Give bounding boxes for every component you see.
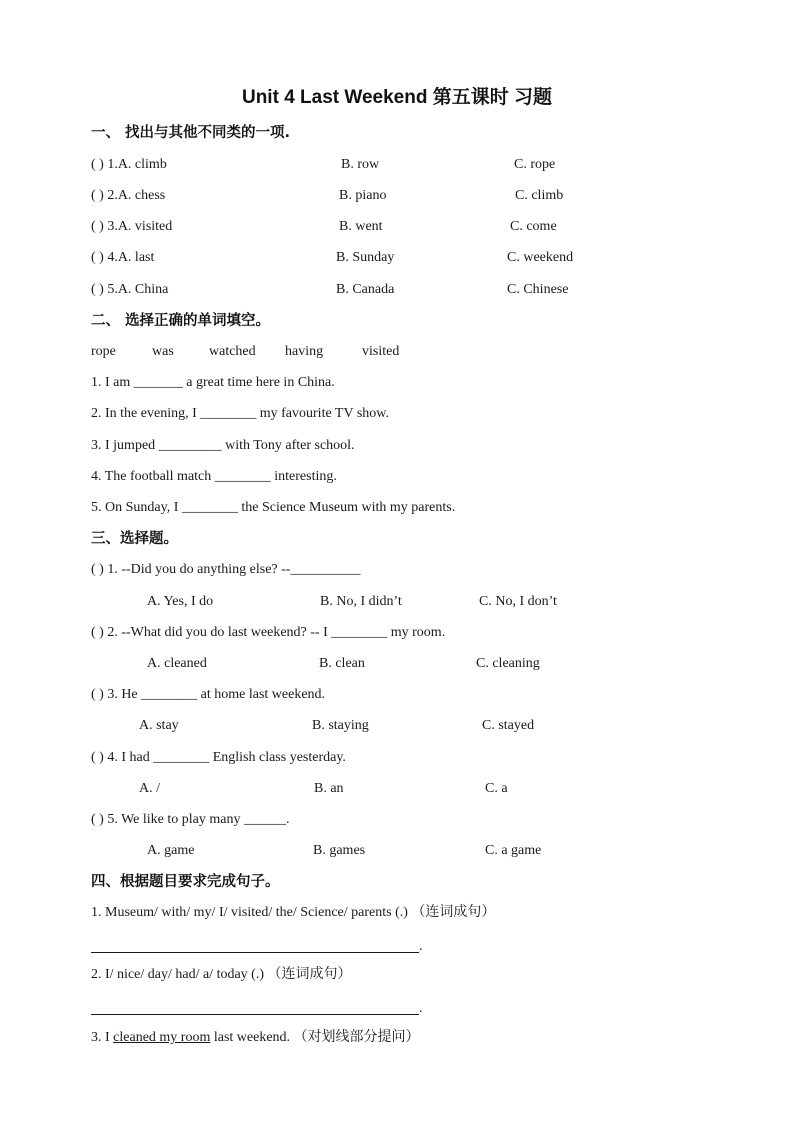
s3-q3-option-a: A. stay — [139, 718, 179, 733]
s1-q2-option-c: C. climb — [515, 188, 564, 203]
s4-question-1: 1. Museum/ with/ my/ I/ visited/ the/ Science/ parents (.) （连词成句） — [91, 905, 496, 920]
s3-q5-option-b: B. games — [313, 843, 366, 858]
s4-q3-underlined-phrase: cleaned my room — [113, 1030, 211, 1045]
answer-line-period: . — [419, 939, 423, 954]
s1-q1-option-a: ( ) 1.A. climb — [91, 157, 167, 172]
s4-q3-suffix: last weekend. （对划线部分提问） — [210, 1030, 420, 1045]
answer-line[interactable] — [91, 952, 419, 953]
s1-q3-option-a: ( ) 3.A. visited — [91, 219, 173, 234]
s1-q2-option-a: ( ) 2.A. chess — [91, 188, 166, 203]
s3-q1-option-c: C. No, I don’t — [479, 594, 557, 609]
s3-q2-option-c: C. cleaning — [476, 656, 540, 671]
answer-line-period: . — [419, 1001, 423, 1016]
section-3-heading: 三、选择题。 — [91, 531, 178, 547]
s1-q4-option-c: C. weekend — [507, 250, 574, 265]
s2-sentence-3: 3. I jumped _________ with Tony after school. — [91, 438, 355, 453]
s3-q1-option-b: B. No, I didn’t — [320, 594, 402, 609]
s2-sentence-5: 5. On Sunday, I ________ the Science Museum with my parents. — [91, 500, 456, 515]
s3-q2-option-b: B. clean — [319, 656, 365, 671]
section-1-heading: 一、 找出与其他不同类的一项. — [91, 125, 291, 141]
s3-q4-option-a: A. / — [139, 781, 160, 796]
s1-q2-option-b: B. piano — [339, 188, 387, 203]
s1-q5-option-c: C. Chinese — [507, 282, 569, 297]
s3-q1-stem: ( ) 1. --Did you do anything else? --__________ — [91, 562, 361, 577]
s1-q5-option-b: B. Canada — [336, 282, 395, 297]
s3-q4-option-b: B. an — [314, 781, 344, 796]
s4-question-2: 2. I/ nice/ day/ had/ a/ today (.) （连词成句） — [91, 967, 352, 982]
s1-q3-option-b: B. went — [339, 219, 383, 234]
word-bank-item: rope — [91, 344, 116, 359]
s3-q3-option-b: B. staying — [312, 718, 369, 733]
s1-q1-option-c: C. rope — [514, 157, 556, 172]
word-bank-item: was — [152, 344, 174, 359]
s2-sentence-4: 4. The football match ________ interesting. — [91, 469, 337, 484]
s3-q2-option-a: A. cleaned — [147, 656, 207, 671]
s1-q4-option-b: B. Sunday — [336, 250, 395, 265]
word-bank-item: having — [285, 344, 324, 359]
s1-q3-option-c: C. come — [510, 219, 557, 234]
s4-q3-prefix: 3. I — [91, 1030, 114, 1045]
s3-q3-option-c: C. stayed — [482, 718, 535, 733]
word-bank-item: visited — [362, 344, 400, 359]
s1-q1-option-b: B. row — [341, 157, 380, 172]
s3-q5-option-c: C. a game — [485, 843, 542, 858]
section-4-heading: 四、根据题目要求完成句子。 — [91, 874, 280, 890]
s3-q2-stem: ( ) 2. --What did you do last weekend? -- I ________ my room. — [91, 625, 446, 640]
s3-q4-stem: ( ) 4. I had ________ English class yesterday. — [91, 750, 346, 765]
s2-sentence-2: 2. In the evening, I ________ my favourite TV show. — [91, 406, 389, 421]
s1-q4-option-a: ( ) 4.A. last — [91, 250, 155, 265]
answer-line[interactable] — [91, 1014, 419, 1015]
s3-q5-option-a: A. game — [147, 843, 195, 858]
s2-sentence-1: 1. I am _______ a great time here in China. — [91, 375, 335, 390]
s3-q4-option-c: C. a — [485, 781, 508, 796]
section-2-heading: 二、 选择正确的单词填空。 — [91, 313, 271, 329]
s3-q3-stem: ( ) 3. He ________ at home last weekend. — [91, 687, 326, 702]
word-bank-item: watched — [209, 344, 256, 359]
s3-q1-option-a: A. Yes, I do — [147, 594, 214, 609]
page-title: Unit 4 Last Weekend 第五课时 习题 — [241, 87, 553, 108]
s1-q5-option-a: ( ) 5.A. China — [91, 282, 169, 297]
s4-question-3 — [91, 1031, 420, 1045]
s3-q5-stem: ( ) 5. We like to play many ______. — [91, 812, 290, 827]
